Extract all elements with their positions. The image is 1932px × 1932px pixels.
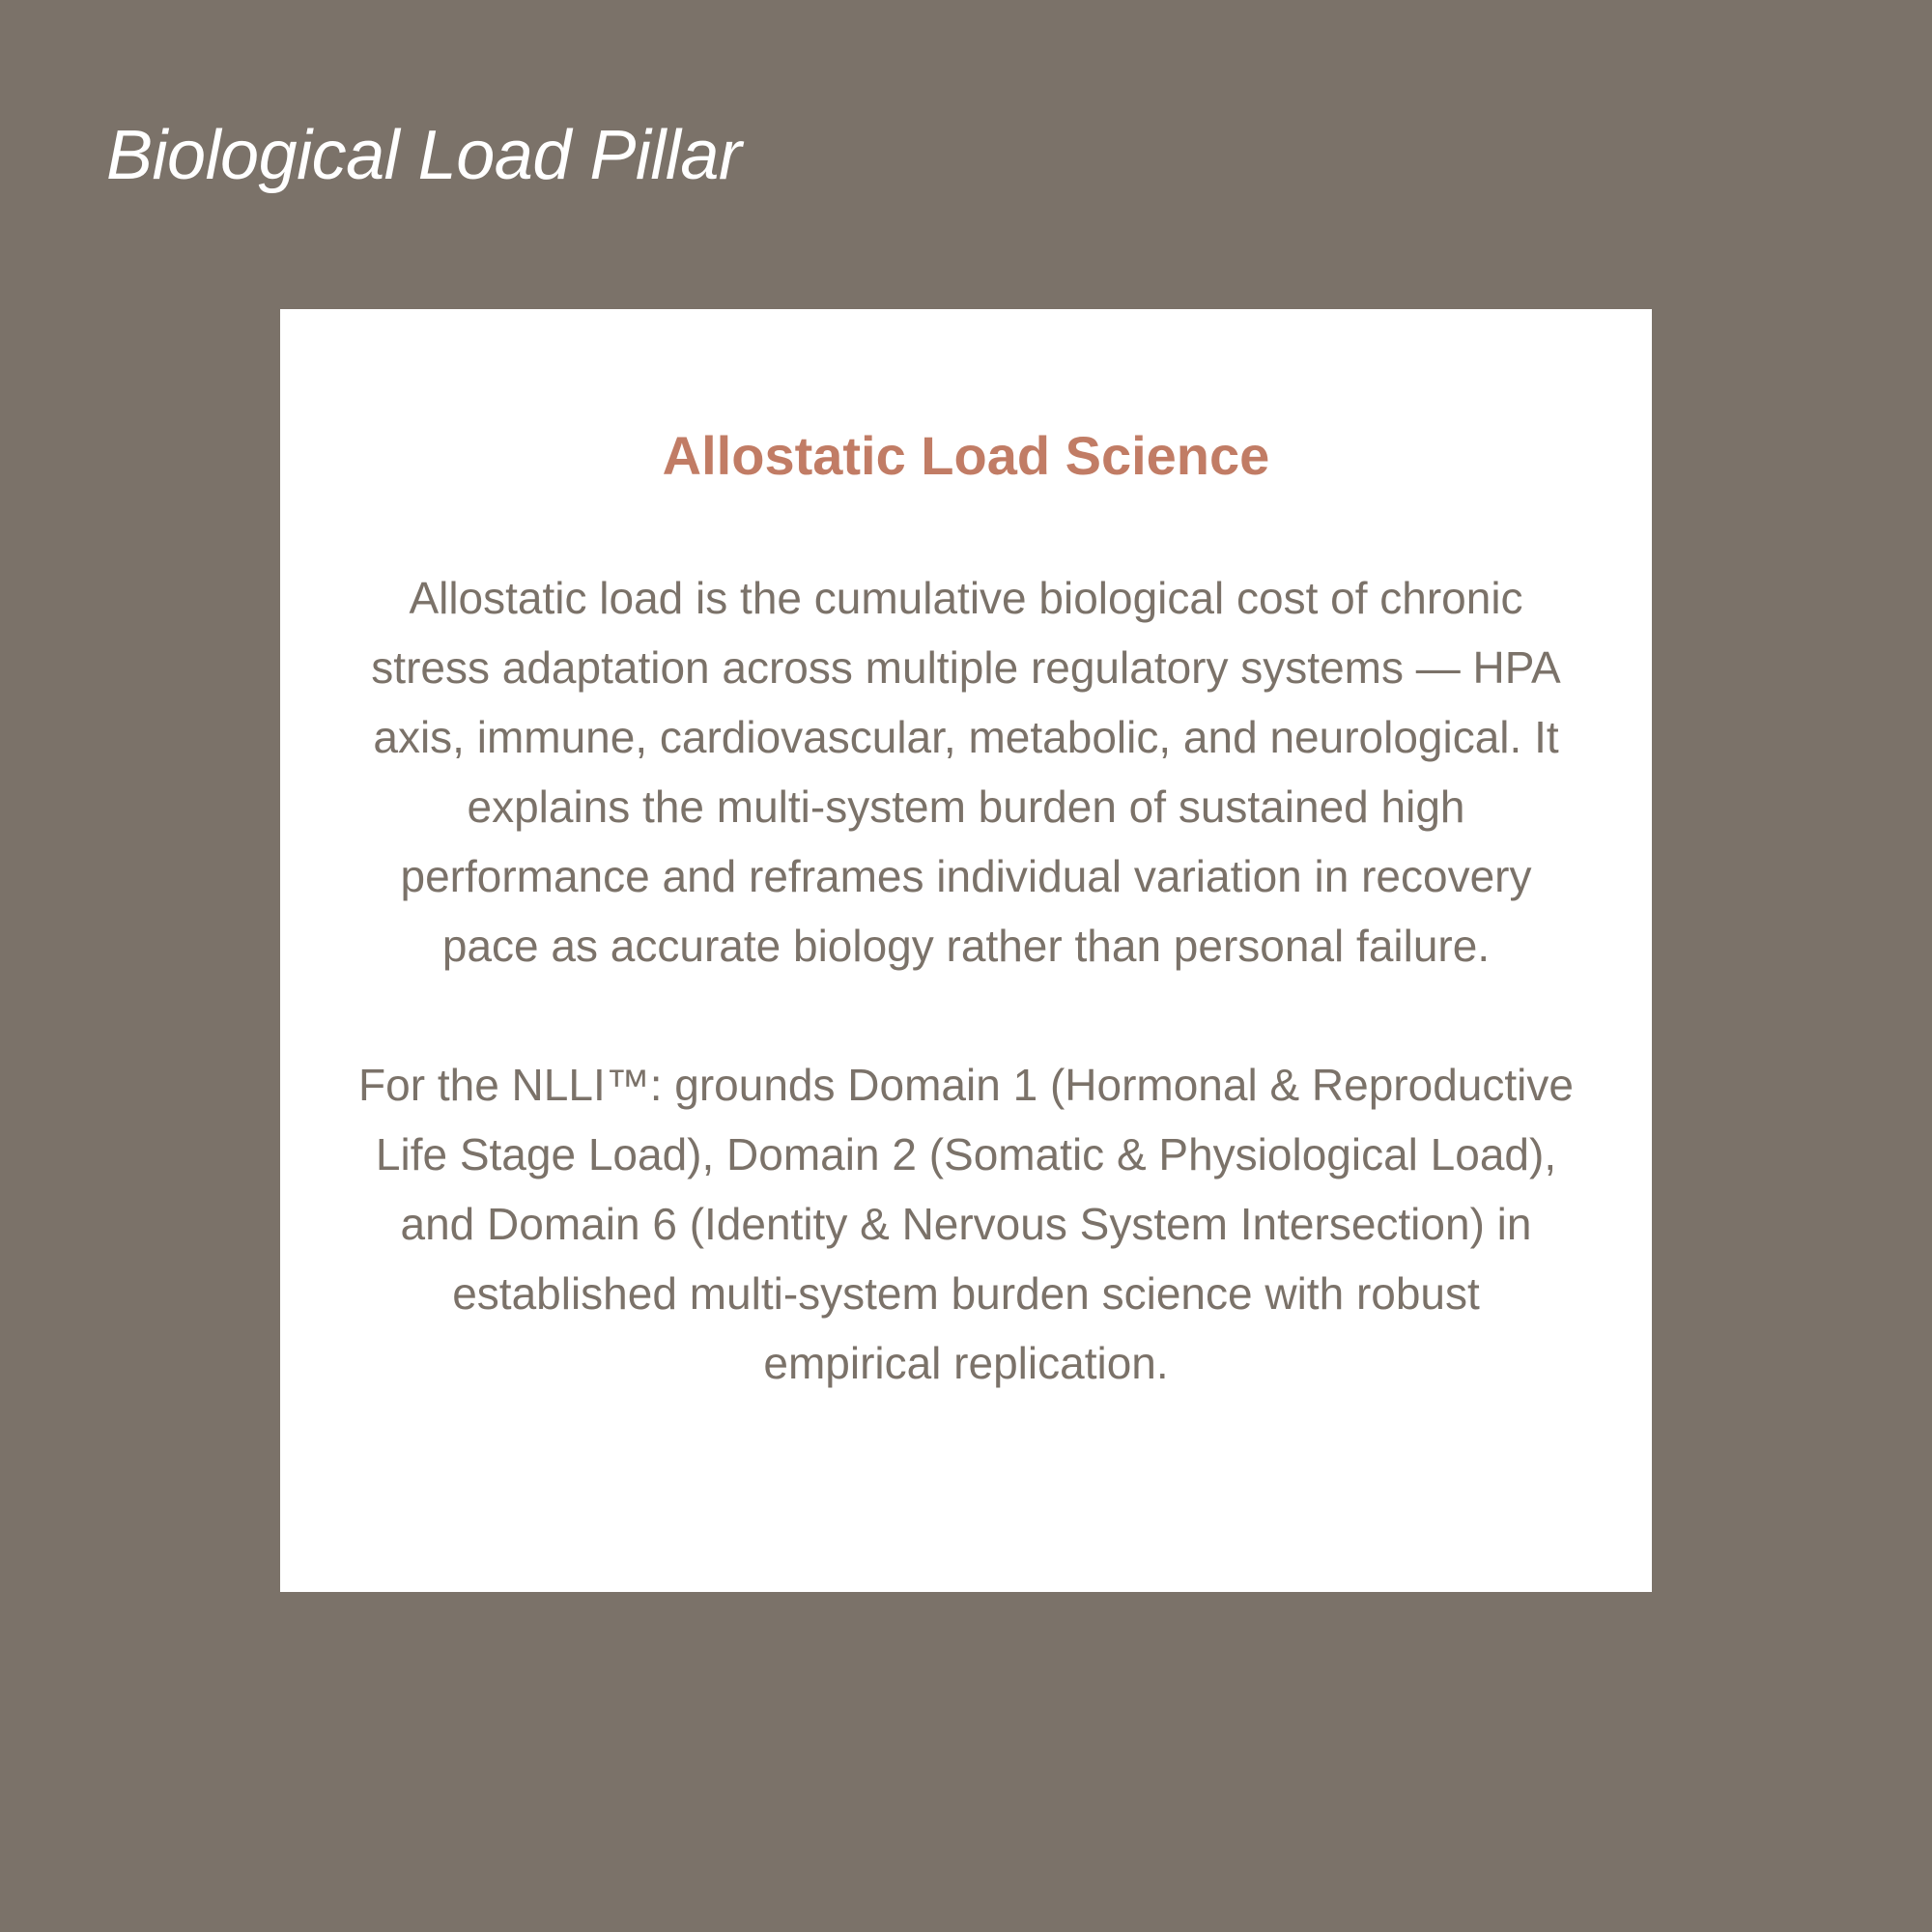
content-card [280, 309, 1652, 1592]
page-title: Biological Load Pillar [106, 117, 742, 194]
card-paragraph-nlli: For the NLLI™: grounds Domain 1 (Hormonal & Reproductive Life Stage Load), Domain 2 (Somatic & Physiological Load), and Domain 6 (Identity & Nervous System Intersection) in established multi-system burden science with robust empirical replication. [358, 1060, 1574, 1389]
card-paragraph-definition: Allostatic load is the cumulative biological cost of chronic stress adaptation across multiple regulatory systems — HPA axis, immune, cardiovascular, metabolic, and neurological. It explains the multi-system burden of sustained high performance and reframes individual variation in recovery pace as accurate biology rather than personal failure. [371, 573, 1561, 972]
card-title: Allostatic Load Science [662, 425, 1270, 486]
